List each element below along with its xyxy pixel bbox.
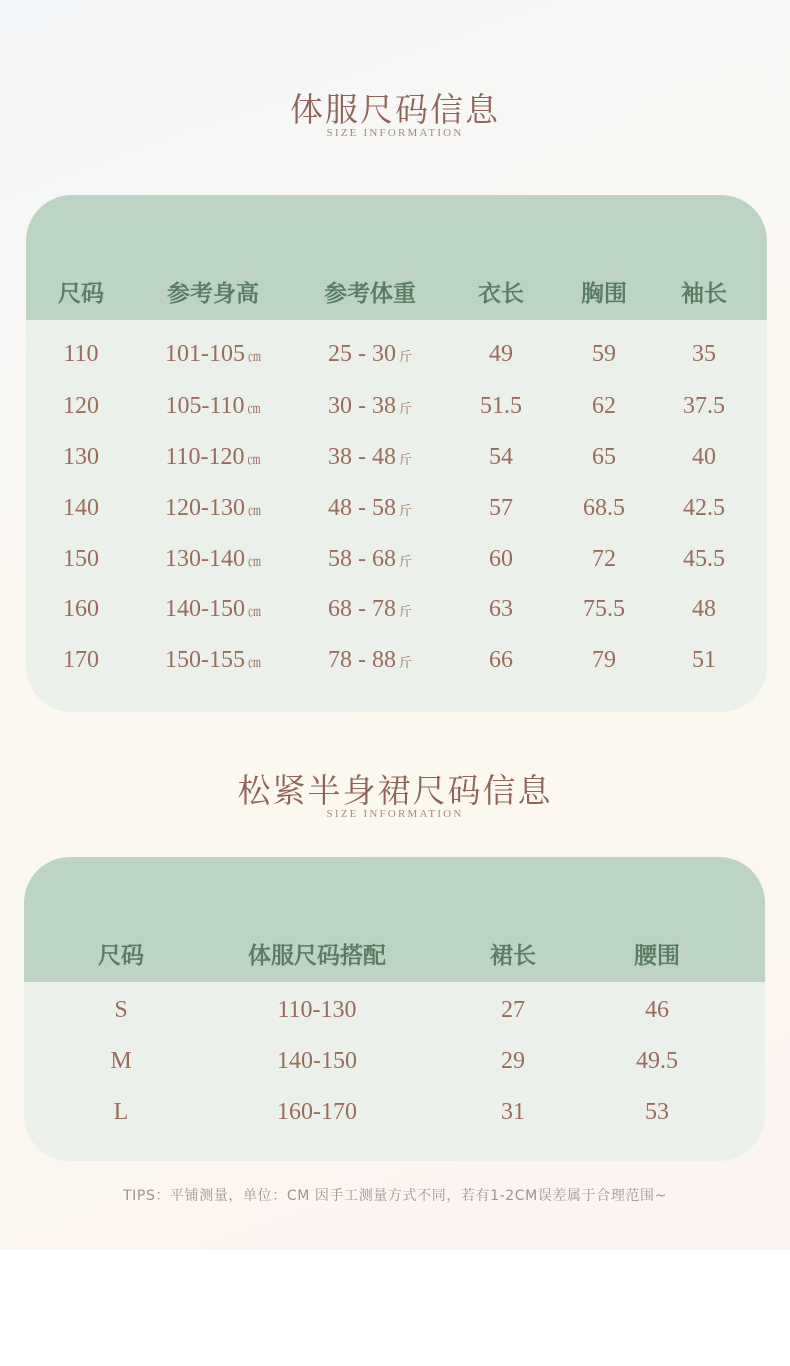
size-cell: L [113,1099,129,1125]
height-unit: ㎝ [247,402,261,417]
height-cell [165,495,261,522]
size-cell: 120 [63,393,99,419]
height-value: 130-140 [164,546,245,572]
weight-cell [328,341,412,368]
weight-unit: 斤 [398,656,413,671]
height-cell [165,444,260,471]
height-cell [165,546,261,573]
weight-cell [328,495,412,522]
tips-note: TIPS：平铺测量，单位：CM 因手工测量方式不同，若有1-2CM误差属于合理范围~ [123,1188,667,1204]
header-cell: 参考身高 [167,281,259,307]
height-value: 140-150 [164,596,245,622]
size-table-top [26,195,767,712]
skirt-length-cell: 29 [501,1048,525,1074]
sleeve-cell: 42.5 [683,495,725,521]
weight-unit: 斤 [398,402,413,417]
match-cell: 110-130 [277,997,357,1023]
sleeve-cell: 45.5 [683,546,725,572]
header-cell: 尺码 [58,281,104,307]
length-cell: 63 [489,596,513,622]
length-cell: 57 [489,495,513,521]
header-cell: 体服尺码搭配 [248,943,386,969]
weight-unit: 斤 [398,555,413,570]
length-cell: 49 [489,341,513,367]
weight-unit: 斤 [398,453,413,468]
size-cell: 130 [63,444,99,470]
waist-cell: 53 [645,1099,669,1125]
header-cell: 裙长 [490,943,536,969]
height-unit: ㎝ [247,453,261,468]
chest-cell: 59 [592,341,616,367]
top-section-subtitle: SIZE INFORMATION [326,127,464,139]
height-value: 101-105 [164,341,245,367]
height-cell [165,647,261,674]
height-unit: ㎝ [247,656,262,671]
size-cell: 160 [63,596,99,622]
weight-unit: 斤 [398,605,413,620]
skirt-length-cell: 31 [501,1099,525,1125]
header-cell: 袖长 [681,281,727,307]
size-cell: 150 [63,546,99,572]
height-unit: ㎝ [247,504,262,519]
chest-cell: 72 [592,546,616,572]
height-unit: ㎝ [247,350,262,365]
chest-cell: 62 [592,393,616,419]
chest-cell: 75.5 [583,596,625,622]
sleeve-cell: 40 [692,444,716,470]
height-value: 110-120 [165,444,245,470]
height-value: 105-110 [165,393,245,419]
weight-cell [328,596,412,623]
sleeve-cell: 51 [692,647,716,673]
bottom-section-subtitle: SIZE INFORMATION [326,808,464,820]
weight-value: 48 - 58 [327,495,396,521]
top-section-title: 体服尺码信息 [290,90,500,129]
waist-cell: 49.5 [636,1048,678,1074]
header-cell: 参考体重 [324,281,416,307]
length-cell: 54 [489,444,513,470]
weight-value: 25 - 30 [327,341,396,367]
weight-cell [328,444,412,471]
length-cell: 66 [489,647,513,673]
table-header-top [26,195,767,320]
header-cell: 尺码 [98,943,144,969]
length-cell: 60 [489,546,513,572]
weight-value: 78 - 88 [327,647,396,673]
sleeve-cell: 48 [692,596,716,622]
height-cell [165,596,261,623]
weight-cell [328,393,412,420]
weight-value: 58 - 68 [327,546,396,572]
chest-cell: 65 [592,444,616,470]
weight-cell [328,546,412,573]
header-cell: 腰围 [634,943,680,969]
weight-value: 30 - 38 [327,393,396,419]
skirt-length-cell: 27 [501,997,525,1023]
chest-cell: 79 [592,647,616,673]
height-cell [165,393,260,420]
weight-value: 38 - 48 [327,444,396,470]
sleeve-cell: 35 [692,341,716,367]
height-unit: ㎝ [247,555,262,570]
length-cell: 51.5 [480,393,522,419]
weight-cell [328,647,412,674]
weight-unit: 斤 [398,504,413,519]
bottom-section-title: 松紧半身裙尺码信息 [237,771,553,810]
sleeve-cell: 37.5 [683,393,725,419]
header-cell: 胸围 [581,281,627,307]
match-cell: 140-150 [277,1048,357,1074]
weight-value: 68 - 78 [327,596,396,622]
size-cell: 140 [63,495,99,521]
size-cell: 110 [63,341,99,367]
table-header-bottom [24,857,765,982]
height-value: 120-130 [164,495,245,521]
waist-cell: 46 [645,997,669,1023]
match-cell: 160-170 [277,1099,357,1125]
header-cell: 衣长 [478,281,524,307]
weight-unit: 斤 [398,350,413,365]
size-cell: 170 [63,647,99,673]
size-cell: S [114,997,128,1023]
height-cell [165,341,261,368]
height-value: 150-155 [164,647,245,673]
height-unit: ㎝ [247,605,262,620]
size-table-bottom [24,857,765,1161]
chest-cell: 68.5 [583,495,625,521]
size-cell: M [110,1048,132,1074]
